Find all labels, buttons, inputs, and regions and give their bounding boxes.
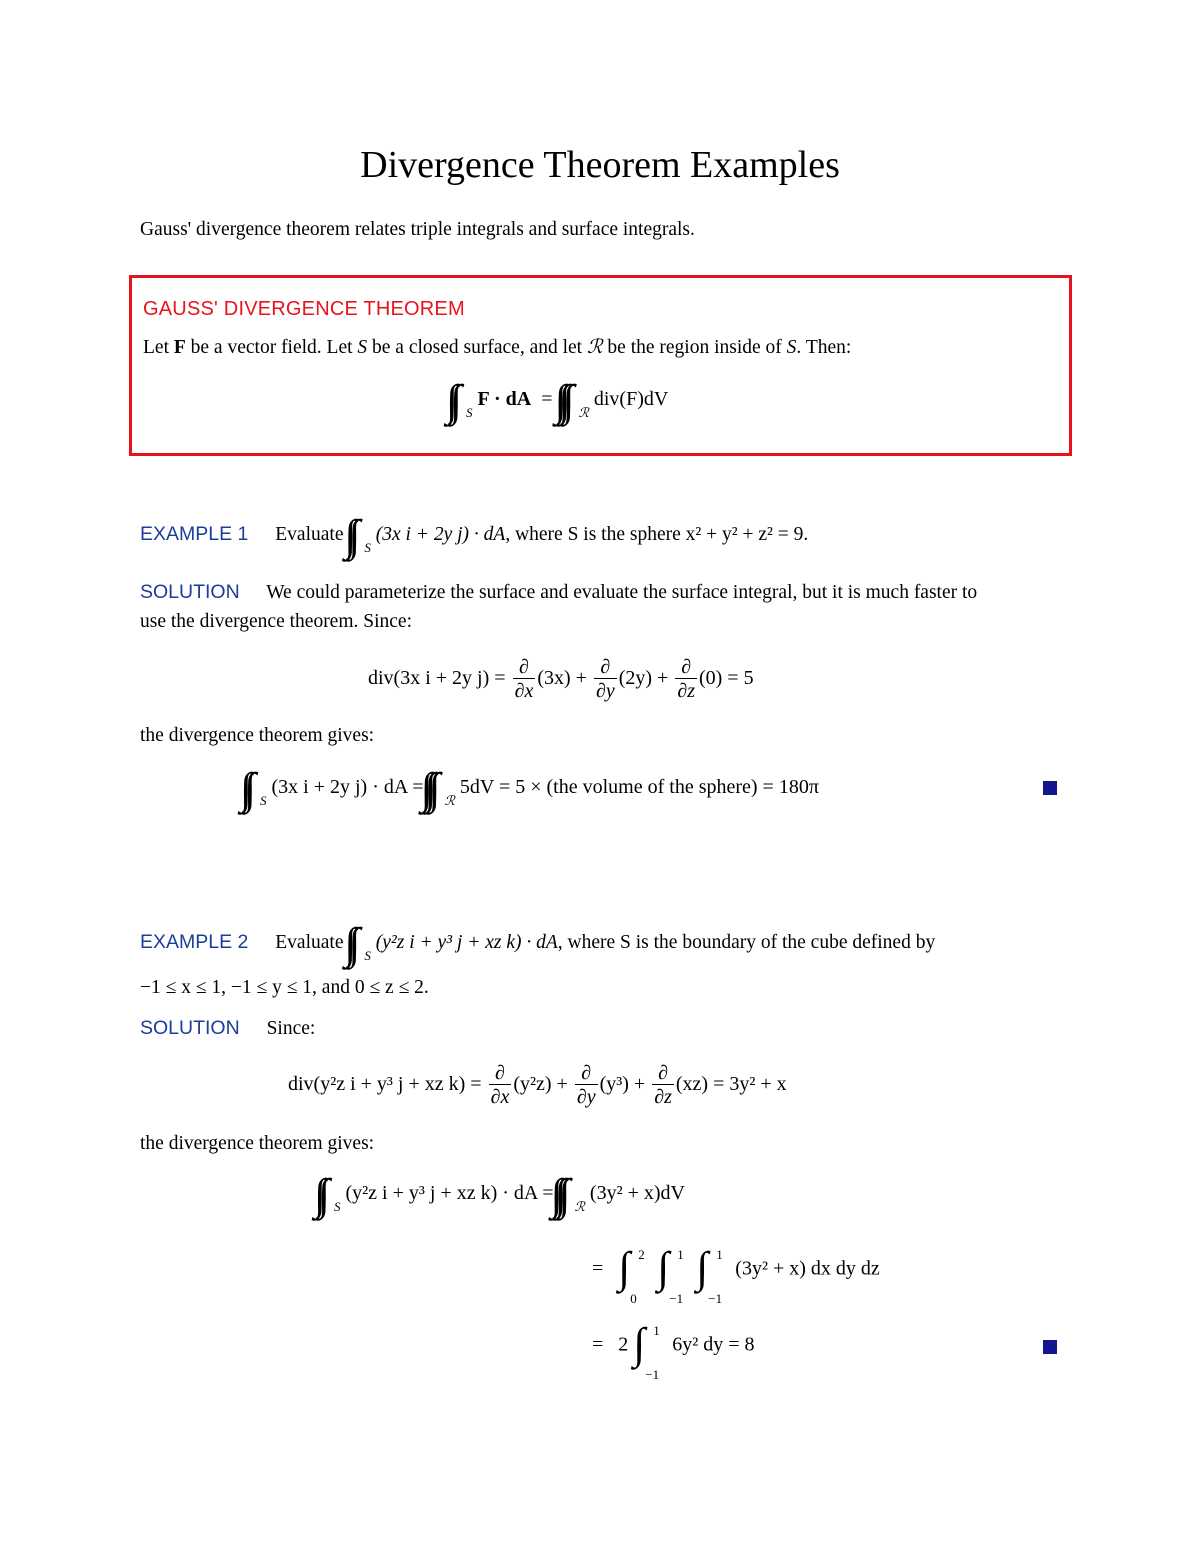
text-segment: be a closed surface, and let bbox=[367, 337, 587, 358]
term: (y³) + bbox=[599, 1073, 646, 1096]
theorem-box bbox=[129, 275, 1072, 456]
page-title: Divergence Theorem Examples bbox=[360, 144, 840, 186]
symbol-R: ℛ bbox=[586, 337, 603, 358]
qed-square-icon bbox=[1043, 781, 1057, 795]
partial-numerator: ∂ bbox=[652, 1062, 674, 1085]
subscript-R: ℛ bbox=[578, 405, 589, 420]
example1-final-equation bbox=[244, 772, 819, 816]
integral-symbol: ∫ bbox=[618, 1243, 631, 1292]
text-segment: Let bbox=[143, 337, 174, 358]
example2-gives: the divergence theorem gives: bbox=[140, 1133, 375, 1154]
example2-integrand: (y²z i + y³ j + xz k) · dA bbox=[375, 932, 558, 953]
partial-numerator: ∂ bbox=[675, 656, 697, 679]
example2-bounds: −1 ≤ x ≤ 1, −1 ≤ y ≤ 1, and 0 ≤ z ≤ 2. bbox=[140, 977, 429, 998]
example1-solution-line1 bbox=[140, 578, 977, 607]
theorem-lhs: F · dA bbox=[477, 388, 532, 410]
text-segment: be the region inside of bbox=[602, 337, 787, 358]
partial-numerator: ∂ bbox=[513, 656, 536, 679]
example1-solution-label: SOLUTION bbox=[140, 581, 240, 603]
example1-tail: , where S is the sphere x² + y² + z² = 9. bbox=[505, 524, 809, 545]
subscript-S: S bbox=[364, 948, 371, 963]
div-lhs: div(y²z i + y³ j + xz k) = bbox=[288, 1073, 482, 1096]
partial-denominator: ∂y bbox=[576, 1086, 596, 1108]
integral-z-limits bbox=[618, 1240, 652, 1306]
line3-rhs: 6y² dy = 8 bbox=[672, 1333, 755, 1356]
partial-y-fraction bbox=[594, 656, 617, 703]
integral-symbol: ∫ bbox=[633, 1319, 646, 1368]
example2-divergence-equation bbox=[288, 1062, 787, 1109]
line1-rhs: (3y² + x)dV bbox=[589, 1182, 685, 1204]
example2-label: EXAMPLE 2 bbox=[140, 931, 249, 953]
final-rhs: 5dV = 5 × (the volume of the sphere) = 180π bbox=[459, 776, 819, 798]
partial-numerator: ∂ bbox=[594, 656, 617, 679]
example1-label: EXAMPLE 1 bbox=[140, 523, 249, 545]
upper-limit: 1 bbox=[716, 1247, 723, 1262]
partial-denominator: ∂y bbox=[595, 680, 615, 702]
coefficient: 2 bbox=[618, 1333, 629, 1356]
symbol-S: S bbox=[357, 337, 368, 358]
partial-denominator: ∂z bbox=[654, 1086, 672, 1108]
partial-z-fraction bbox=[652, 1062, 674, 1109]
integral-y-limits bbox=[657, 1240, 691, 1306]
subscript-S: S bbox=[260, 793, 267, 808]
partial-denominator: ∂x bbox=[490, 1086, 510, 1108]
example2-line2 bbox=[592, 1240, 880, 1306]
example2-line1 bbox=[318, 1178, 685, 1222]
partial-numerator: ∂ bbox=[489, 1062, 512, 1085]
theorem-equation bbox=[450, 384, 668, 428]
lower-limit: 0 bbox=[630, 1291, 637, 1306]
partial-y-fraction bbox=[575, 1062, 598, 1109]
qed-square-icon bbox=[1043, 1340, 1057, 1354]
intro-paragraph: Gauss' divergence theorem relates triple integrals and surface integrals. bbox=[140, 219, 695, 240]
line2-rhs: (3y² + x) dx dy dz bbox=[735, 1257, 880, 1280]
final-lhs: (3x i + 2y j) · dA = bbox=[271, 776, 424, 798]
subscript-S: S bbox=[334, 1199, 341, 1214]
symbol-F: F bbox=[173, 337, 186, 358]
integral-x-limits bbox=[696, 1240, 730, 1306]
evaluate-word: Evaluate bbox=[275, 524, 344, 545]
evaluate-word: Evaluate bbox=[275, 932, 344, 953]
line1-lhs: (y²z i + y³ j + xz k) · dA = bbox=[345, 1182, 554, 1204]
subscript-S: S bbox=[466, 405, 473, 420]
partial-z-fraction bbox=[675, 656, 697, 703]
example2-solution-line bbox=[140, 1014, 315, 1043]
example2-line3 bbox=[592, 1316, 755, 1382]
integral-y-limits bbox=[633, 1316, 667, 1382]
solution-text: Since: bbox=[266, 1018, 316, 1039]
theorem-heading: GAUSS' DIVERGENCE THEOREM bbox=[143, 298, 465, 320]
lower-limit: −1 bbox=[708, 1291, 723, 1306]
theorem-statement bbox=[143, 334, 851, 362]
term: (xz) = 3y² + x bbox=[675, 1073, 787, 1096]
term: (2y) + bbox=[618, 667, 669, 690]
text-segment: be a vector field. Let bbox=[185, 337, 358, 358]
integral-symbol: ∫ bbox=[657, 1243, 670, 1292]
term: (3x) + bbox=[537, 667, 587, 690]
term: (0) = 5 bbox=[698, 667, 754, 690]
equals-sign: = bbox=[592, 1333, 604, 1356]
integral-symbol: ∫ bbox=[696, 1243, 709, 1292]
example1-solution-line2: use the divergence theorem. Since: bbox=[140, 611, 413, 632]
partial-numerator: ∂ bbox=[575, 1062, 598, 1085]
term: (y²z) + bbox=[513, 1073, 568, 1096]
lower-limit: −1 bbox=[645, 1367, 660, 1382]
partial-x-fraction bbox=[489, 1062, 512, 1109]
div-lhs: div(3x i + 2y j) = bbox=[368, 667, 506, 690]
example1-divergence-equation bbox=[368, 656, 754, 703]
text-segment: . Then: bbox=[796, 337, 852, 358]
subscript-R: ℛ bbox=[444, 793, 455, 808]
lower-limit: −1 bbox=[669, 1291, 684, 1306]
partial-denominator: ∂z bbox=[677, 680, 695, 702]
partial-denominator: ∂x bbox=[514, 680, 534, 702]
subscript-R: ℛ bbox=[574, 1199, 585, 1214]
solution-text: We could parameterize the surface and evaluate the surface integral, but it is much faster to bbox=[266, 582, 978, 603]
example1-gives: the divergence theorem gives: bbox=[140, 725, 375, 746]
equals-sign: = bbox=[592, 1257, 604, 1280]
example2-solution-label: SOLUTION bbox=[140, 1017, 240, 1039]
example2-statement bbox=[140, 928, 935, 970]
upper-limit: 1 bbox=[677, 1247, 684, 1262]
symbol-S: S bbox=[786, 337, 797, 358]
example1-statement bbox=[140, 520, 808, 562]
example1-integrand: (3x i + 2y j) · dA bbox=[375, 524, 506, 545]
upper-limit: 1 bbox=[653, 1323, 660, 1338]
equals-sign: = bbox=[541, 388, 553, 410]
subscript-S: S bbox=[364, 540, 371, 555]
example2-tail: , where S is the boundary of the cube defined by bbox=[557, 932, 936, 953]
theorem-rhs: div(F)dV bbox=[593, 388, 669, 410]
partial-x-fraction bbox=[513, 656, 536, 703]
upper-limit: 2 bbox=[638, 1247, 645, 1262]
